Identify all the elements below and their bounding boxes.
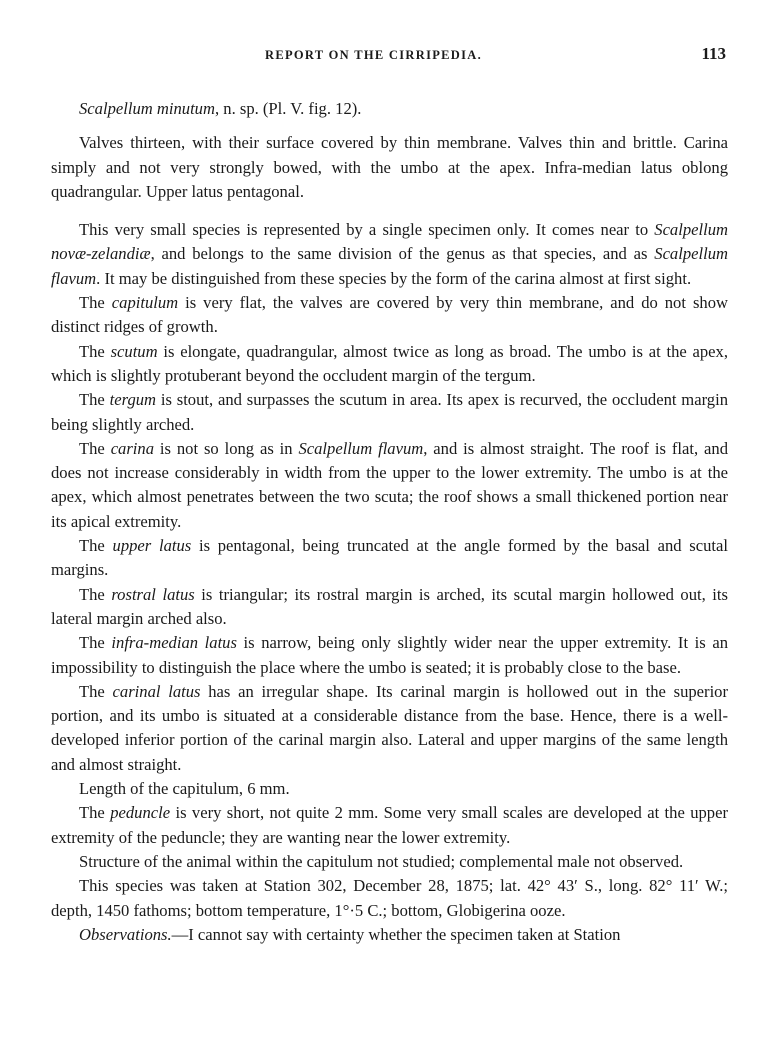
- term: carinal latus: [112, 681, 201, 701]
- species-ref: Scalpellum flavum: [298, 438, 424, 458]
- species-name: Scalpellum minutum: [79, 99, 215, 118]
- term: peduncle: [110, 803, 171, 823]
- species-heading: [51, 97, 728, 121]
- paragraph-carina: The carina is not so long as in Scalpellum flavum, and is almost straight. The roof is flat, and does not increase considerably in width from the upper to the lower extremity. The umbo is at the apex, which almost penetrates between the two scuta; the roof shows a small thickened portion near its apical extremity.: [51, 438, 728, 531]
- paragraph-station: This species was taken at Station 302, December 28, 1875; lat. 42° 43′ S., long. 82° 11′ W.; depth, 1450 fathoms; bottom temperature, 1°·5 C.; bottom, Globigerina ooze.: [51, 876, 728, 920]
- paragraph-capitulum: The capitulum is very flat, the valves are covered by very thin membrane, and do not show distinct ridges of growth.: [51, 293, 728, 337]
- paragraph-scutum: The scutum is elongate, quadrangular, almost twice as long as broad. The umbo is at the apex, which is slightly protuberant beyond the occludent margin of the tergum.: [51, 341, 728, 385]
- paragraph-length: Length of the capitulum, 6 mm.: [79, 779, 290, 799]
- term: rostral latus: [111, 584, 195, 604]
- species-reference: , n. sp. (Pl. V. fig. 12).: [214, 99, 362, 118]
- paragraph-tergum: The tergum is stout, and surpasses the scutum in area. Its apex is recurved, the occludent margin being slightly arched.: [51, 390, 728, 434]
- page-number: 113: [701, 44, 726, 63]
- paragraph-peduncle: The peduncle is very short, not quite 2 mm. Some very small scales are developed at the upper extremity of the peduncle; they are wanting near the lower extremity.: [51, 803, 728, 847]
- term: carina: [110, 438, 155, 458]
- article-body: [51, 97, 728, 947]
- paragraph-upper-latus: The upper latus is pentagonal, being truncated at the angle formed by the basal and scutal margins.: [51, 536, 728, 580]
- paragraph-infra-median-latus: The infra-median latus is narrow, being only slightly wider near the upper extremity. It is an impossibility to distinguish the place where the umbo is seated; it is probably close to the base.: [51, 633, 728, 677]
- diagnosis-paragraph: Valves thirteen, with their surface covered by thin membrane. Valves thin and brittle. Carina simply and not very strongly bowed, with the umbo at the apex. Infra-median latus oblong quadrangular. Upper latus pentagonal.: [51, 133, 728, 201]
- paragraph-structure: Structure of the animal within the capitulum not studied; complemental male not observed.: [79, 851, 684, 871]
- paragraph-rostral-latus: The rostral latus is triangular; its rostral margin is arched, its scutal margin hollowed out, its lateral margin arched also.: [51, 584, 728, 628]
- term: capitulum: [111, 293, 179, 313]
- term: upper latus: [112, 536, 192, 556]
- term: infra-median latus: [111, 633, 237, 653]
- running-header: [0, 44, 776, 70]
- species-ref: Scalpellum flavum: [51, 244, 728, 288]
- paragraph-carinal-latus: The carinal latus has an irregular shape. Its carinal margin is hollowed out in the superior portion, and its umbo is situated at a considerable distance from the base. Hence, there is a well-developed inferior portion of the carinal margin also. Lateral and upper margins of the same length and almost straight.: [51, 681, 728, 774]
- running-title: REPORT ON THE CIRRIPEDIA.: [265, 48, 483, 62]
- species-ref: Scalpellum novæ-zelandiæ: [51, 220, 728, 264]
- term: tergum: [109, 390, 157, 410]
- paragraph-observations: Observations.—I cannot say with certainty whether the specimen taken at Station: [79, 924, 621, 944]
- paragraph-intro: This very small species is represented by a single specimen only. It comes near to Scalpellum novæ-zelandiæ, and belongs to the same division of the genus as that species, and as Scalpellum flavum. It may be distinguished from these species by the form of the carina almost at first sight.: [51, 220, 728, 288]
- term: scutum: [110, 341, 158, 361]
- term: Observations.: [79, 924, 172, 944]
